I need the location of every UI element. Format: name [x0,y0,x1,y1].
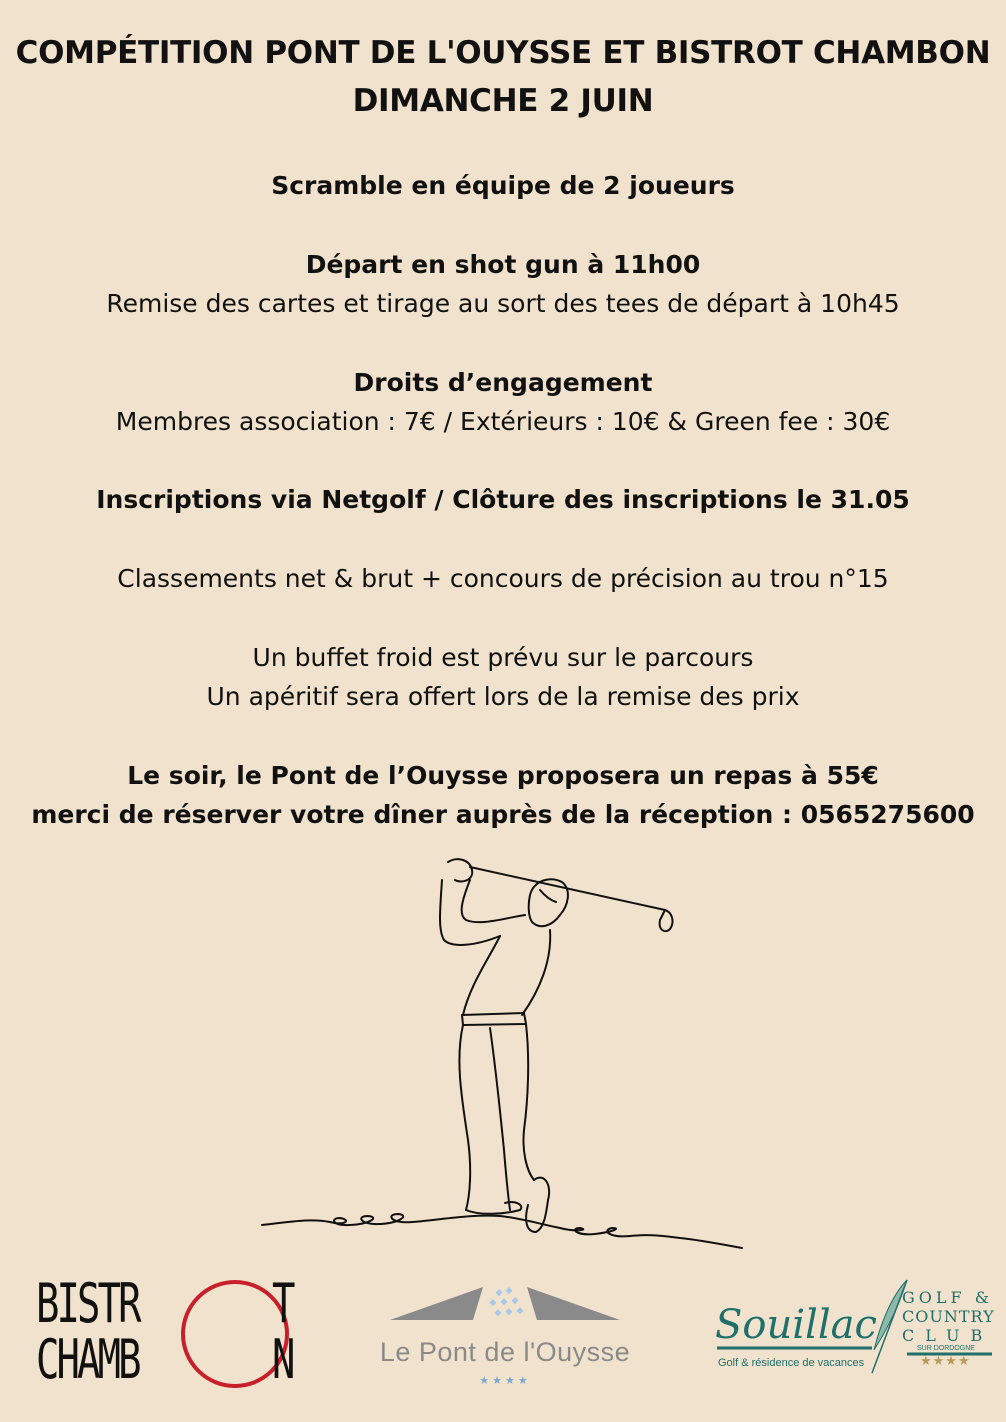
souillac-logo [712,1278,997,1378]
bistrot-line-2-end: N [272,1328,296,1391]
bistrot-line-1: BISTR [36,1272,139,1335]
start-heading: Départ en shot gun à 11h00 [305,250,701,279]
souillac-club: CLUB [902,1326,994,1345]
bridge-icon [355,1282,655,1342]
souillac-stars: ★★★★ [920,1354,971,1369]
title-line-1: COMPÉTITION PONT DE L'OUYSSE ET BISTROT CHAMBON [15,35,991,71]
pont-ouysse-logo [355,1282,655,1392]
bistrot-line-1-end: T [272,1272,296,1335]
souillac-country: COUNTRY [902,1307,995,1326]
souillac-name: Souillac [715,1302,877,1348]
start-detail: Remise des cartes et tirage au sort des tees de départ à 10h45 [106,289,900,318]
aperitif-text: Un apéritif sera offert lors de la remise des prix [206,682,800,711]
buffet-text: Un buffet froid est prévu sur le parcours [252,643,754,672]
bistrot-line-2: CHAMB [36,1328,139,1391]
dinner-line-2: merci de réserver votre dîner auprès de la réception : 0565275600 [31,800,975,829]
souillac-tagline: Golf & résidence de vacances [718,1357,865,1369]
pont-ouysse-stars: ★★★★ [479,1374,531,1387]
pont-ouysse-name: Le Pont de l'Ouysse [379,1337,631,1367]
title-line-2: DIMANCHE 2 JUIN [352,83,654,119]
dinner-line-1: Le soir, le Pont de l’Ouysse proposera un repas à 55€ [127,761,879,790]
fees-heading: Droits d’engagement [353,368,653,397]
bistrot-chambon-logo [30,1270,300,1400]
format-text: Scramble en équipe de 2 joueurs [271,171,735,200]
rankings-text: Classements net & brut + concours de précision au trou n°15 [117,564,889,593]
registration-text: Inscriptions via Netgolf / Clôture des inscriptions le 31.05 [96,485,910,514]
souillac-golf: GOLF & [902,1288,993,1307]
souillac-sub: SUR DORDOGNE [917,1345,975,1352]
fees-detail: Membres association : 7€ / Extérieurs : 10€ & Green fee : 30€ [115,407,891,436]
